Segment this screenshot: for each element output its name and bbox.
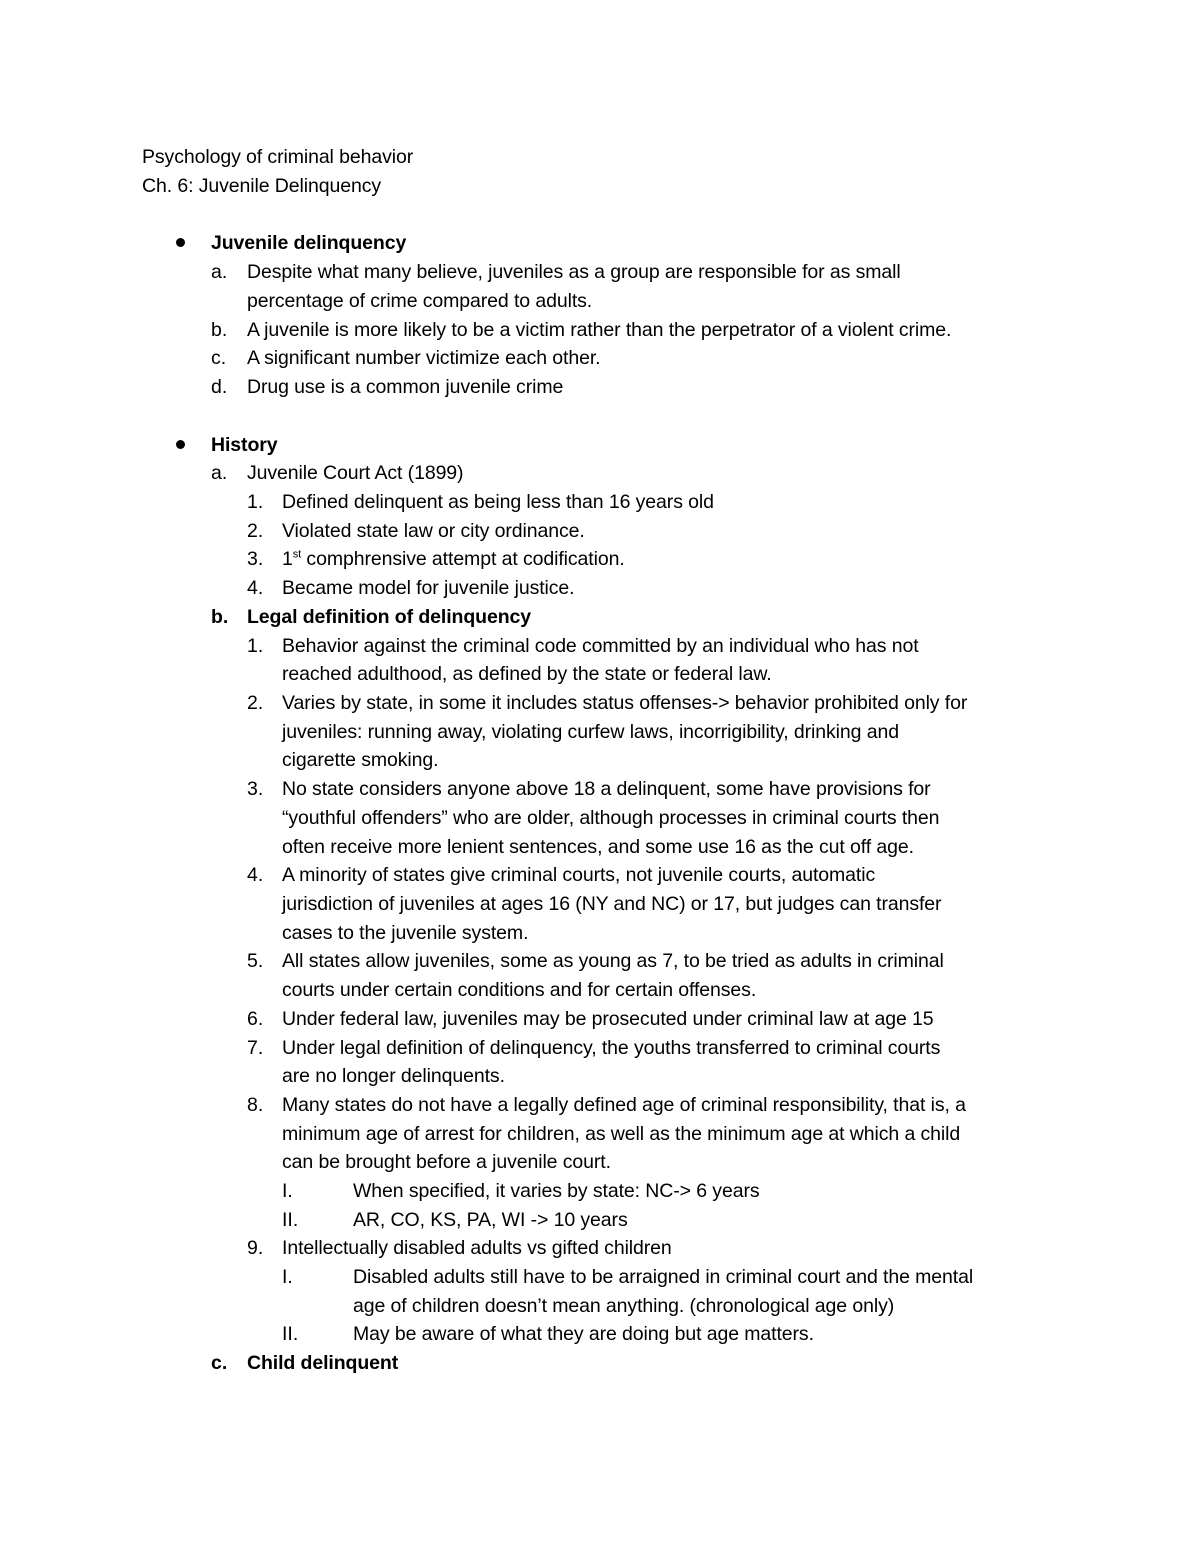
list-item-text: All states allow juveniles, some as young as 7, to be tried as adults in criminal (282, 950, 944, 972)
list-marker: a. (211, 462, 228, 484)
list-item-text: reached adulthood, as defined by the state or federal law. (282, 663, 772, 685)
list-marker: 8. (247, 1094, 264, 1116)
chapter-heading: Ch. 6: Juvenile Delinquency (142, 175, 382, 197)
list-item-text (282, 545, 625, 574)
list-marker: 1. (247, 491, 264, 513)
list-marker: I. (282, 1266, 293, 1288)
list-item-text: Drug use is a common juvenile crime (247, 376, 564, 398)
list-marker: 4. (247, 577, 264, 599)
list-item-text: Under federal law, juveniles may be prosecuted under criminal law at age 15 (282, 1008, 934, 1030)
bullet-icon (176, 440, 185, 449)
list-item-text: No state considers anyone above 18 a delinquent, some have provisions for (282, 778, 931, 800)
list-item-text: A juvenile is more likely to be a victim rather than the perpetrator of a violent crime. (247, 319, 952, 341)
list-item-text: Disabled adults still have to be arraigned in criminal court and the mental (353, 1266, 974, 1288)
list-marker: 3. (247, 548, 264, 570)
list-item-text: Many states do not have a legally defined age of criminal responsibility, that is, a (282, 1094, 966, 1116)
list-marker: 3. (247, 778, 264, 800)
bullet-icon (176, 238, 185, 247)
list-item-text: AR, CO, KS, PA, WI -> 10 years (353, 1209, 628, 1231)
list-item-text: Juvenile Court Act (1899) (247, 462, 464, 484)
list-marker: c. (211, 1352, 228, 1374)
list-item-text: juveniles: running away, violating curfew laws, incorrigibility, drinking and (282, 721, 899, 743)
list-item-text: Defined delinquent as being less than 16 years old (282, 491, 714, 513)
list-marker: a. (211, 261, 228, 283)
list-item-text: May be aware of what they are doing but age matters. (353, 1323, 814, 1345)
list-marker: II. (282, 1323, 299, 1345)
section-heading-juvenile-delinquency: Juvenile delinquency (211, 232, 407, 254)
list-item-text: Intellectually disabled adults vs gifted children (282, 1237, 672, 1259)
list-item-text: “youthful offenders” who are older, although processes in criminal courts then (282, 807, 940, 829)
ordinal-suffix: st (292, 548, 302, 561)
list-item-text: jurisdiction of juveniles at ages 16 (NY and NC) or 17, but judges can transfer (282, 893, 942, 915)
list-item-text: Under legal definition of delinquency, the youths transferred to criminal courts (282, 1037, 941, 1059)
list-item-text: age of children doesn’t mean anything. (chronological age only) (353, 1295, 895, 1317)
list-item-text: can be brought before a juvenile court. (282, 1151, 611, 1173)
list-marker: c. (211, 347, 227, 369)
list-marker: b. (211, 606, 229, 628)
list-item-text: Became model for juvenile justice. (282, 577, 575, 599)
list-marker: 2. (247, 692, 264, 714)
list-item-text: percentage of crime compared to adults. (247, 290, 593, 312)
list-item-text: A significant number victimize each other. (247, 347, 601, 369)
list-item-text: When specified, it varies by state: NC-> 6 years (353, 1180, 760, 1202)
list-marker: 2. (247, 520, 264, 542)
list-item-text: Violated state law or city ordinance. (282, 520, 585, 542)
list-item-text: cases to the juvenile system. (282, 922, 529, 944)
list-item-text: Varies by state, in some it includes status offenses-> behavior prohibited only for (282, 692, 968, 714)
ordinal-number: 1 (282, 548, 293, 570)
list-item-text: cigarette smoking. (282, 749, 439, 771)
list-item-text: Despite what many believe, juveniles as a group are responsible for as small (247, 261, 901, 283)
section-heading-history: History (211, 434, 278, 456)
list-marker: 9. (247, 1237, 264, 1259)
list-item-text: often receive more lenient sentences, and some use 16 as the cut off age. (282, 836, 914, 858)
list-marker: 4. (247, 864, 264, 886)
list-marker: b. (211, 319, 228, 341)
list-marker: I. (282, 1180, 293, 1202)
list-item-text: Behavior against the criminal code committed by an individual who has not (282, 635, 919, 657)
list-item-text: courts under certain conditions and for certain offenses. (282, 979, 757, 1001)
list-item-rest: comphrensive attempt at codification. (301, 548, 625, 570)
subsection-heading-child-delinquent: Child delinquent (247, 1352, 399, 1374)
document-title: Psychology of criminal behavior (142, 146, 414, 168)
subsection-heading-legal-definition: Legal definition of delinquency (247, 606, 531, 628)
list-marker: 6. (247, 1008, 264, 1030)
list-marker: II. (282, 1209, 299, 1231)
list-marker: 1. (247, 635, 264, 657)
list-item-text: are no longer delinquents. (282, 1065, 505, 1087)
list-marker: 5. (247, 950, 264, 972)
list-marker: 7. (247, 1037, 264, 1059)
list-marker: d. (211, 376, 228, 398)
list-item-text: A minority of states give criminal courts, not juvenile courts, automatic (282, 864, 876, 886)
list-item-text: minimum age of arrest for children, as well as the minimum age at which a child (282, 1123, 961, 1145)
